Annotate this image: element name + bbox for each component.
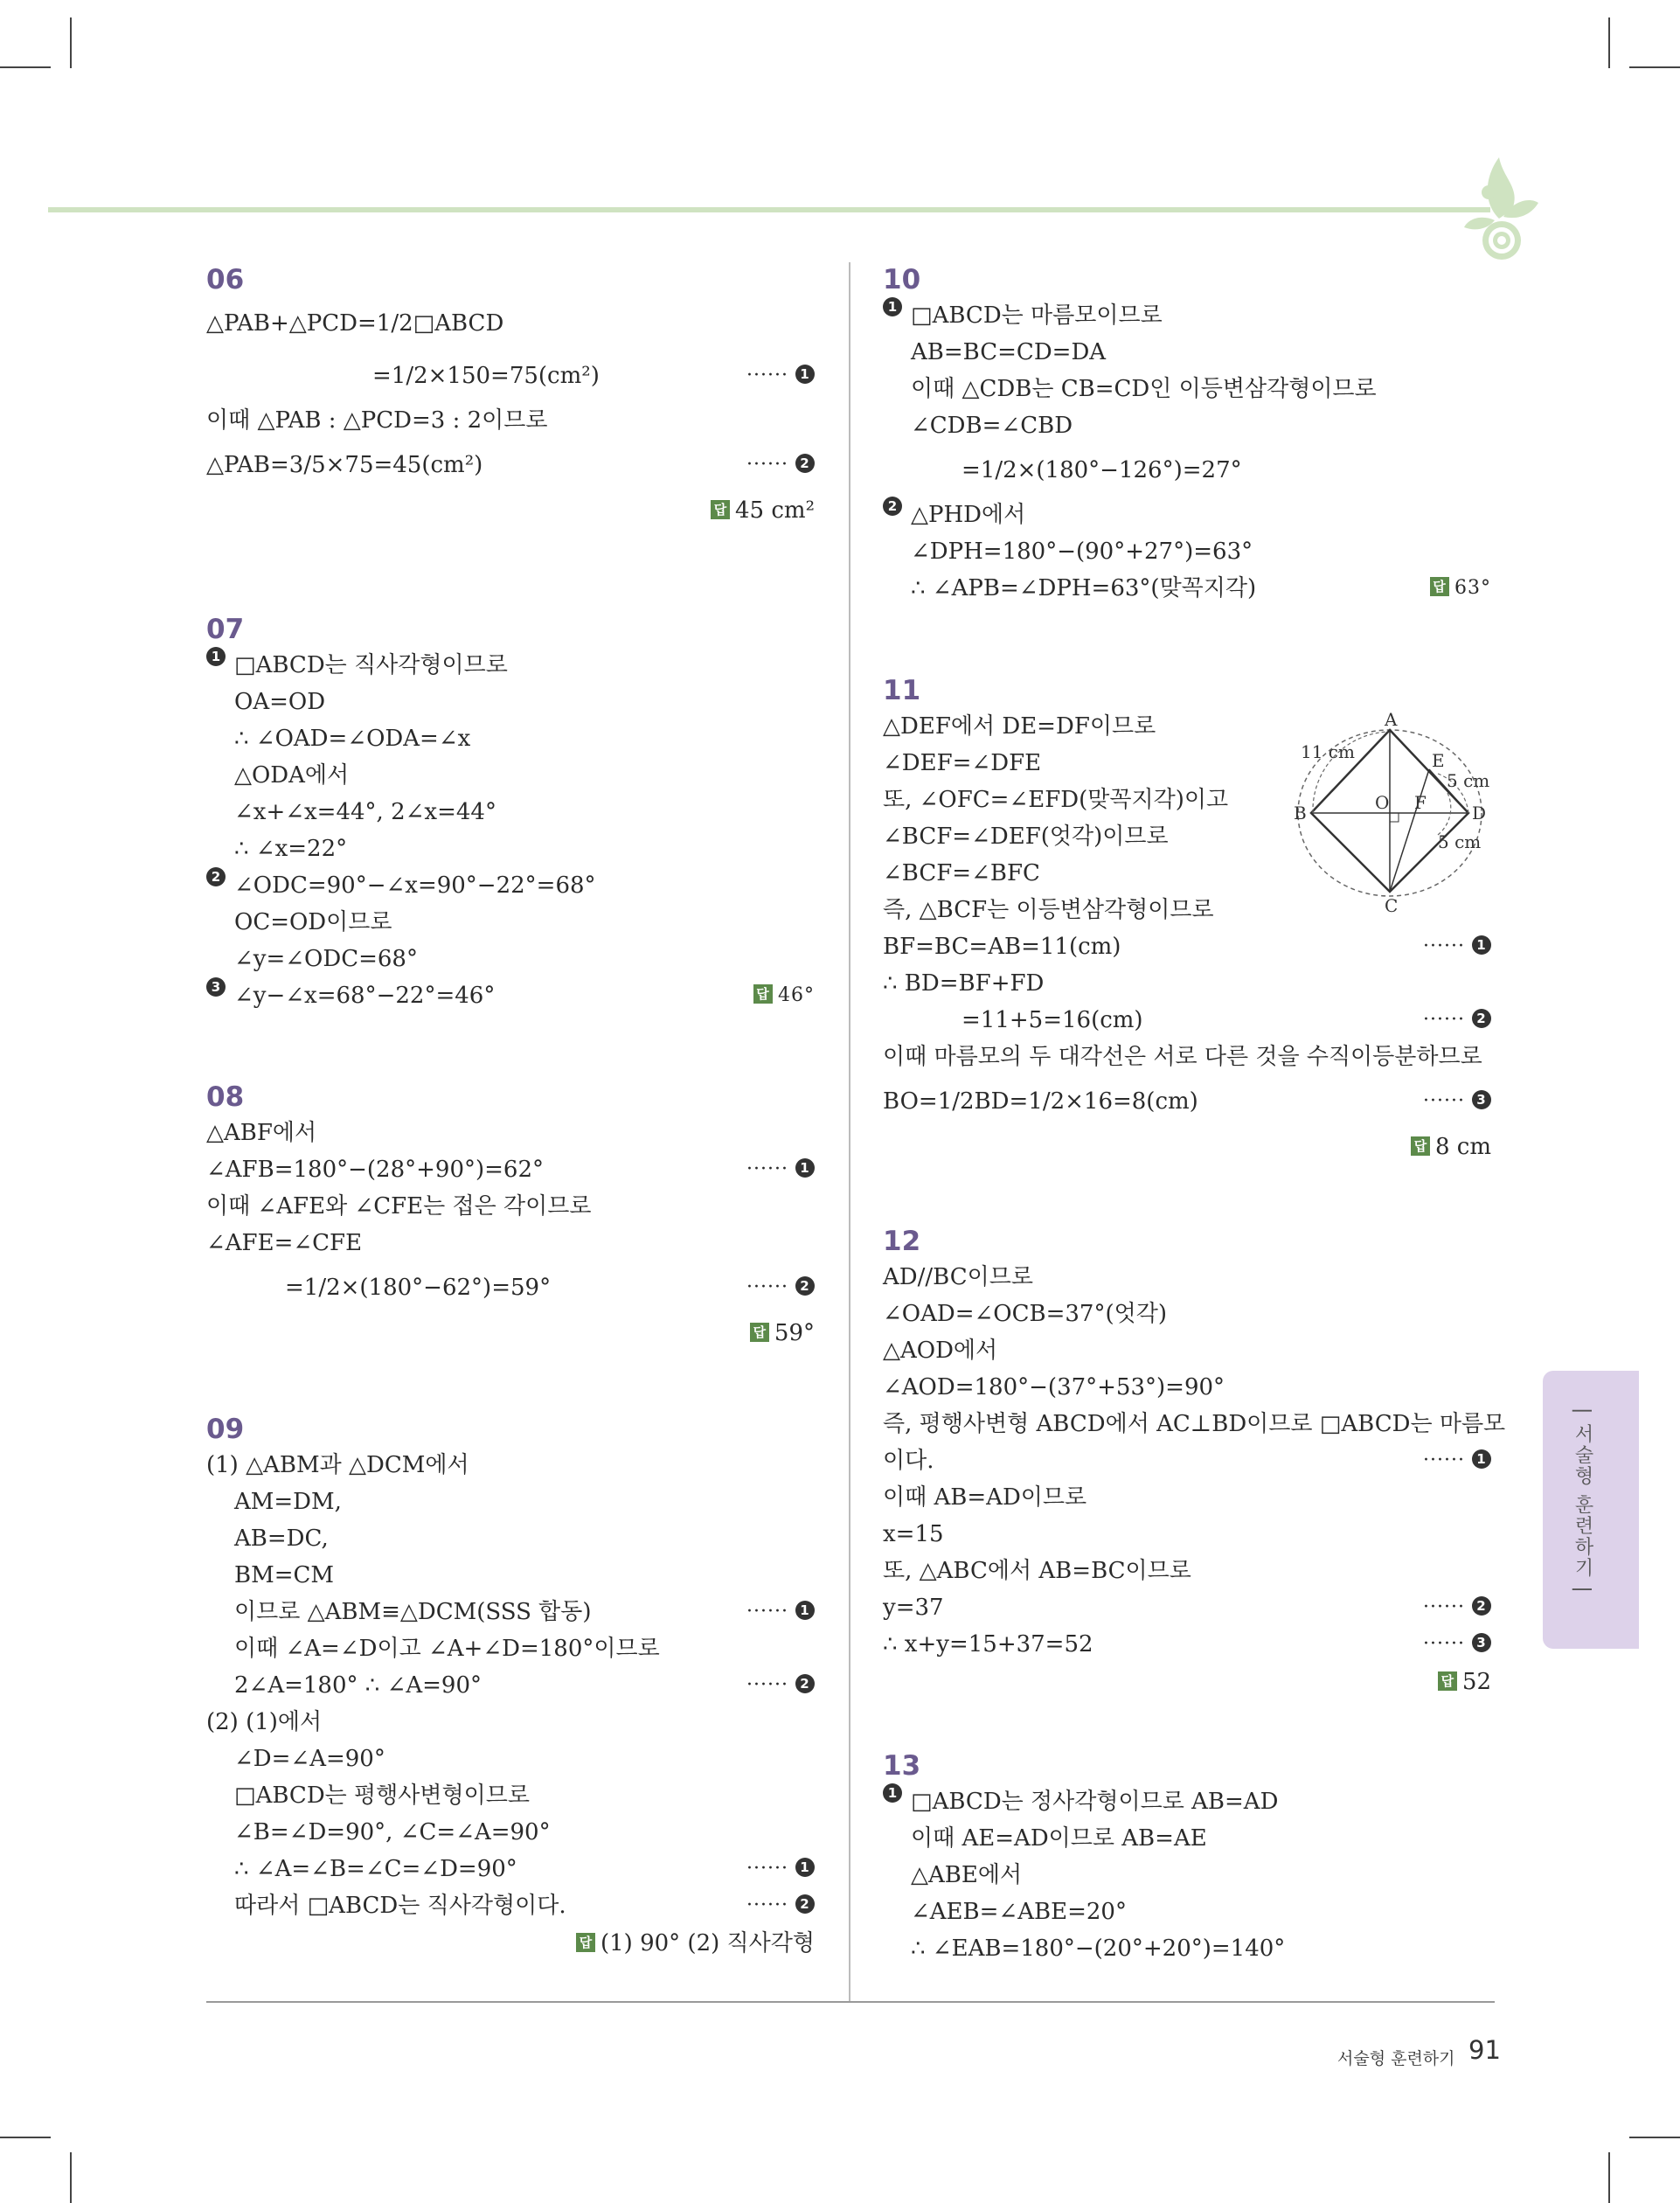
step-marker: ······ 2 xyxy=(746,1261,815,1314)
crop-mark xyxy=(0,2137,51,2138)
problem-13 xyxy=(883,1748,1495,1967)
solution-text: 이다. xyxy=(883,1448,934,1474)
answer-text: (1) 90° (2) 직사각형 xyxy=(600,1930,815,1956)
solution-line xyxy=(206,1557,818,1594)
answer-icon: 답 xyxy=(1430,577,1449,596)
solution-text: □ABCD는 정사각형이므로 AB=AD xyxy=(911,1789,1279,1815)
answer-icon: 답 xyxy=(711,500,730,519)
fig-label-5cm-top: 5 cm xyxy=(1447,770,1490,791)
header-rule xyxy=(48,207,1490,212)
solution-line xyxy=(206,1115,818,1151)
problem-number: 12 xyxy=(883,1226,921,1257)
answer-icon: 답 xyxy=(1411,1136,1430,1156)
solution-line xyxy=(883,407,1495,444)
answer-icon: 답 xyxy=(753,984,773,1004)
solution-line xyxy=(883,1296,1495,1332)
footer-rule xyxy=(206,2001,1495,2003)
solution-text: □ABCD는 직사각형이므로 xyxy=(234,652,508,678)
answer-text: 59° xyxy=(774,1320,815,1346)
solution-text: ∠BCF=∠BFC xyxy=(883,860,1040,886)
solution-line xyxy=(206,1484,818,1520)
step-badge: 2 xyxy=(795,454,815,473)
answer-text: 45 cm² xyxy=(735,497,815,524)
solution-line xyxy=(883,1406,1506,1442)
solution-text: 즉, △BCF는 이등변삼각형이므로 xyxy=(883,897,1214,923)
solution-line xyxy=(206,1520,818,1557)
fig-label-a: A xyxy=(1385,712,1398,730)
solution-text: △PAB+△PCD=1/2□ABCD xyxy=(206,310,504,337)
solution-line xyxy=(206,904,818,941)
solution-line xyxy=(883,297,1495,334)
solution-text: 이때 △CDB는 CB=CD인 이등변삼각형이므로 xyxy=(911,376,1377,402)
fig-label-o: O xyxy=(1375,792,1390,813)
step-badge: 1 xyxy=(795,1601,815,1620)
crop-mark xyxy=(1629,66,1680,68)
answer xyxy=(206,1924,818,1963)
step-badge: 1 xyxy=(795,365,815,384)
solution-text: OC=OD이므로 xyxy=(234,909,392,935)
solution-text: AM=DM, xyxy=(234,1489,342,1515)
step-marker: ······ 1 xyxy=(1423,928,1491,965)
solution-line xyxy=(883,1259,1495,1296)
problem-number: 06 xyxy=(206,264,245,295)
solution-text: 이므로 △ABM≡△DCM(SSS 합동) xyxy=(234,1599,592,1625)
solution-text: (2) (1)에서 xyxy=(206,1709,323,1735)
solution-text: BF=BC=AB=11(cm) xyxy=(883,934,1121,960)
solution-line xyxy=(883,1820,1495,1857)
solution-text: ∴ ∠APB=∠DPH=63°(맞꼭지각) xyxy=(911,575,1257,601)
solution-line xyxy=(206,1704,818,1741)
solution-text: 이때 ∠A=∠D이고 ∠A+∠D=180°이므로 xyxy=(234,1636,660,1662)
solution-line xyxy=(206,1151,818,1188)
solution-text: ∠DEF=∠DFE xyxy=(883,750,1042,776)
fig-label-b: B xyxy=(1294,803,1307,824)
step-marker: ······ 1 xyxy=(746,1151,815,1188)
solution-line xyxy=(883,1039,1495,1075)
solution-text: △ODA에서 xyxy=(234,762,350,789)
solution-text: △DEF에서 DE=DF이므로 xyxy=(883,713,1156,740)
problem-number: 09 xyxy=(206,1414,245,1445)
solution-text: 또, ∠OFC=∠EFD(맞꼭지각)이고 xyxy=(883,787,1229,813)
solution-line xyxy=(206,1777,818,1814)
solution-line xyxy=(883,533,1495,570)
solution-line xyxy=(206,297,818,350)
solution-text: ∴ BD=BF+FD xyxy=(883,970,1045,997)
problem-09 xyxy=(206,1412,818,1963)
solution-text: ∠AEB=∠ABE=20° xyxy=(911,1899,1127,1925)
solution-line xyxy=(206,1225,818,1261)
solution-line xyxy=(206,1594,818,1630)
fig-label-c: C xyxy=(1385,895,1399,914)
solution-text: 이때 AE=AD이므로 AB=AE xyxy=(911,1825,1207,1852)
solution-text: 2∠A=180° ∴ ∠A=90° xyxy=(234,1672,482,1699)
page-number: 91 xyxy=(1468,2035,1501,2065)
solution-text: x=15 xyxy=(883,1521,944,1547)
answer-text: 63° xyxy=(1454,577,1491,599)
solution-line xyxy=(883,1332,1495,1369)
solution-text: ∴ ∠OAD=∠ODA=∠x xyxy=(234,726,471,752)
solution-text: 또, △ABC에서 AB=BC이므로 xyxy=(883,1558,1191,1584)
solution-text: △ABF에서 xyxy=(206,1120,317,1146)
solution-line xyxy=(206,1630,818,1667)
problem-12 xyxy=(883,1224,1506,1701)
crop-mark xyxy=(70,17,72,68)
solution-line xyxy=(206,757,818,794)
solution-line xyxy=(206,1667,818,1704)
solution-text: =1/2×150=75(cm²) xyxy=(372,363,600,389)
solution-text: AB=DC, xyxy=(234,1525,329,1552)
solution-text: ∠y−∠x=68°−22°=46° xyxy=(234,983,496,1009)
solution-line xyxy=(883,497,1495,533)
solution-text: ∠BCF=∠DEF(엇각)이므로 xyxy=(883,824,1169,850)
solution-line xyxy=(883,1442,1495,1479)
step-marker: ······ 2 xyxy=(746,1887,815,1924)
answer-icon: 답 xyxy=(750,1323,769,1342)
solution-line xyxy=(883,928,1495,965)
step-marker: ······ 1 xyxy=(746,350,815,402)
solution-line xyxy=(883,1783,1495,1820)
step-marker: ······ 2 xyxy=(746,439,815,491)
problem-number: 07 xyxy=(206,614,245,645)
solution-text: y=37 xyxy=(883,1595,944,1621)
solution-text: BO=1/2BD=1/2×16=8(cm) xyxy=(883,1088,1198,1115)
solution-text: △PAB=3/5×75=45(cm²) xyxy=(206,452,483,478)
solution-text: ∠DPH=180°−(90°+27°)=63° xyxy=(911,539,1253,565)
step-marker: ······ 2 xyxy=(746,1667,815,1704)
answer xyxy=(206,491,818,530)
step-badge: 2 xyxy=(795,1894,815,1914)
solution-line xyxy=(206,977,818,1014)
step-marker: ······ 3 xyxy=(1423,1075,1491,1128)
step-badge: 1 xyxy=(795,1858,815,1877)
problem-number: 11 xyxy=(883,675,921,706)
solution-text: △ABE에서 xyxy=(911,1862,1023,1888)
step-marker: ······ 1 xyxy=(1423,1442,1491,1479)
solution-line xyxy=(883,1002,1495,1039)
footer-section-label: 서술형 훈련하기 xyxy=(1337,2049,1455,2068)
solution-text: ∴ ∠x=22° xyxy=(234,836,348,862)
fig-label-d: D xyxy=(1472,803,1487,824)
problem-07 xyxy=(206,612,818,1014)
solution-line xyxy=(883,1553,1495,1589)
answer-text: 8 cm xyxy=(1434,1134,1491,1160)
solution-text: 따라서 □ABCD는 직사각형이다. xyxy=(234,1893,566,1919)
step-badge: 2 xyxy=(883,497,902,516)
answer xyxy=(206,1314,818,1352)
column-divider xyxy=(849,262,850,2002)
solution-text: ∠AFB=180°−(28°+90°)=62° xyxy=(206,1157,545,1183)
solution-line xyxy=(206,402,818,439)
solution-line xyxy=(206,1741,818,1777)
answer xyxy=(1430,570,1491,607)
solution-line xyxy=(206,1851,818,1887)
solution-text: =11+5=16(cm) xyxy=(961,1007,1143,1033)
fig-label-11cm: 11 cm xyxy=(1301,741,1355,762)
step-badge: 3 xyxy=(206,977,226,997)
solution-text: □ABCD는 평행사변형이므로 xyxy=(234,1783,530,1809)
solution-line xyxy=(206,1814,818,1851)
problem-06 xyxy=(206,262,818,530)
step-badge: 3 xyxy=(1472,1090,1491,1109)
solution-text: △PHD에서 xyxy=(911,502,1026,528)
solution-line xyxy=(883,1857,1495,1894)
solution-text: □ABCD는 마름모이므로 xyxy=(911,302,1163,329)
solution-line xyxy=(206,684,818,720)
problem-number: 10 xyxy=(883,264,921,295)
solution-line xyxy=(883,371,1495,407)
solution-text: AD//BC이므로 xyxy=(883,1264,1033,1290)
crop-mark xyxy=(0,66,51,68)
solution-line xyxy=(883,1894,1495,1930)
step-marker: ······ 3 xyxy=(1423,1626,1491,1663)
step-marker: ······ 1 xyxy=(746,1851,815,1887)
solution-text: ∴ ∠EAB=180°−(20°+20°)=140° xyxy=(911,1935,1286,1962)
solution-text: ∠y=∠ODC=68° xyxy=(234,946,418,972)
solution-line xyxy=(206,720,818,757)
solution-text: ∠AFE=∠CFE xyxy=(206,1230,363,1256)
answer xyxy=(883,1128,1495,1166)
step-badge: 2 xyxy=(1472,1596,1491,1616)
solution-line xyxy=(883,1626,1495,1663)
step-badge: 3 xyxy=(1472,1633,1491,1652)
step-badge: 2 xyxy=(1472,1009,1491,1028)
crop-mark xyxy=(1608,2152,1610,2203)
problem-10 xyxy=(883,262,1495,607)
solution-line xyxy=(206,830,818,867)
solution-text: ∠x+∠x=44°, 2∠x=44° xyxy=(234,799,496,825)
rhombus-figure xyxy=(1285,712,1503,914)
solution-text: ∠D=∠A=90° xyxy=(234,1746,385,1772)
solution-text: ∠OAD=∠OCB=37°(엇각) xyxy=(883,1301,1167,1327)
solution-text: =1/2×(180°−62°)=59° xyxy=(285,1275,552,1301)
solution-text: 이때 ∠AFE와 ∠CFE는 접은 각이므로 xyxy=(206,1193,592,1220)
solution-line xyxy=(883,334,1495,371)
crop-mark xyxy=(70,2152,72,2203)
solution-line xyxy=(206,350,818,402)
fig-label-f: F xyxy=(1414,792,1427,813)
answer xyxy=(753,977,815,1014)
step-badge: 1 xyxy=(206,647,226,666)
solution-line xyxy=(206,867,818,904)
solution-text: BM=CM xyxy=(234,1562,335,1588)
step-badge: 2 xyxy=(795,1674,815,1693)
solution-line xyxy=(206,794,818,830)
step-badge: 1 xyxy=(883,297,902,316)
problem-08 xyxy=(206,1080,818,1352)
solution-text: (1) △ABM과 △DCM에서 xyxy=(206,1452,469,1478)
step-badge: 1 xyxy=(795,1158,815,1178)
crop-mark xyxy=(1608,17,1610,68)
step-badge: 2 xyxy=(206,867,226,886)
answer-text: 52 xyxy=(1461,1669,1491,1695)
solution-line xyxy=(883,1516,1495,1553)
solution-text: ∠B=∠D=90°, ∠C=∠A=90° xyxy=(234,1819,551,1845)
solution-line xyxy=(883,1930,1495,1967)
problem-number: 13 xyxy=(883,1750,921,1782)
solution-line xyxy=(206,1188,818,1225)
solution-line xyxy=(206,1261,818,1314)
solution-text: ∠ODC=90°−∠x=90°−22°=68° xyxy=(234,872,596,899)
answer-icon: 답 xyxy=(1438,1671,1457,1691)
step-badge: 1 xyxy=(1472,1449,1491,1469)
step-marker: ······ 2 xyxy=(1423,1002,1491,1039)
side-tab-label: | 서술형 훈련하기 | xyxy=(1572,1407,1593,1595)
solution-text: =1/2×(180°−126°)=27° xyxy=(961,457,1242,483)
step-badge: 1 xyxy=(883,1783,902,1803)
fig-label-5cm-bottom: 5 cm xyxy=(1438,831,1482,852)
solution-text: 이때 AB=AD이므로 xyxy=(883,1484,1087,1511)
solution-line xyxy=(883,1589,1495,1626)
answer-text: 46° xyxy=(778,984,815,1006)
step-marker: ······ 2 xyxy=(1423,1589,1491,1626)
solution-text: 이때 마름모의 두 대각선은 서로 다른 것을 수직이등분하므로 xyxy=(883,1044,1482,1070)
solution-line xyxy=(883,570,1495,607)
solution-line xyxy=(206,439,818,491)
solution-text: ∴ x+y=15+37=52 xyxy=(883,1631,1093,1657)
answer xyxy=(883,1663,1495,1701)
solution-text: ∠AOD=180°−(37°+53°)=90° xyxy=(883,1374,1225,1400)
solution-line xyxy=(206,1447,818,1484)
step-badge: 2 xyxy=(795,1276,815,1296)
solution-text: OA=OD xyxy=(234,689,326,715)
solution-line xyxy=(206,647,818,684)
solution-line xyxy=(206,941,818,977)
step-marker: ······ 1 xyxy=(746,1594,815,1630)
solution-line xyxy=(206,1887,818,1924)
solution-text: 즉, 평행사변형 ABCD에서 AC⊥BD이므로 □ABCD는 마름모 xyxy=(883,1411,1506,1437)
leaf-ornament-icon xyxy=(1451,140,1547,271)
solution-text: △AOD에서 xyxy=(883,1338,998,1364)
solution-line xyxy=(883,444,1495,497)
solution-line xyxy=(883,965,1495,1002)
solution-text: 이때 △PAB : △PCD=3 : 2이므로 xyxy=(206,407,548,434)
solution-line xyxy=(883,1075,1495,1128)
answer-icon: 답 xyxy=(576,1933,595,1952)
fig-label-e: E xyxy=(1432,750,1445,771)
solution-text: AB=BC=CD=DA xyxy=(911,339,1107,365)
crop-mark xyxy=(1629,2137,1680,2138)
problem-number: 08 xyxy=(206,1081,245,1113)
solution-line xyxy=(883,1369,1495,1406)
solution-line xyxy=(883,1479,1495,1516)
solution-text: ∠CDB=∠CBD xyxy=(911,413,1073,439)
solution-text: ∴ ∠A=∠B=∠C=∠D=90° xyxy=(234,1856,517,1882)
step-badge: 1 xyxy=(1472,935,1491,955)
